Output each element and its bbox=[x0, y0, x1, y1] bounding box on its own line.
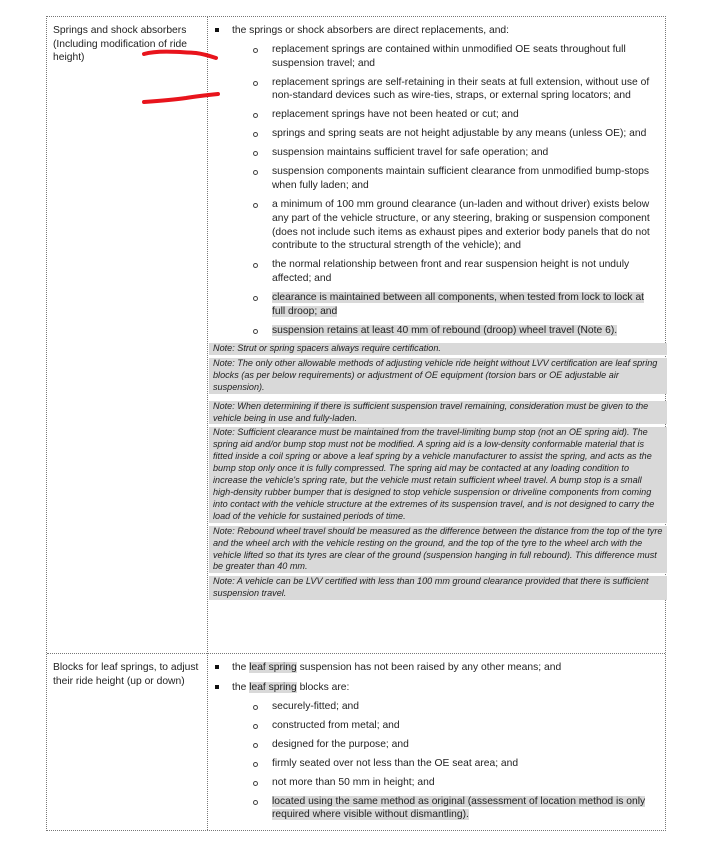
list-item bbox=[213, 24, 663, 338]
sub-item-text: springs and spring seats are not height adjustable by any means (unless OE); and bbox=[272, 128, 647, 140]
sub-item-text: replacement springs have not been heated or cut; and bbox=[272, 109, 519, 121]
sub-list-item bbox=[232, 324, 663, 338]
note: Note: The only other allowable methods of adjusting vehicle ride height without LVV certification are leaf spring blocks (as per below requirements) or adjustment of OE equipment (torsion bars or OE adjustable air suspension). bbox=[209, 358, 667, 394]
sub-item-text: not more than 50 mm in height; and bbox=[272, 776, 435, 788]
notes-block bbox=[213, 343, 663, 600]
sub-list-item bbox=[232, 719, 663, 733]
sub-item-text: replacement springs are contained within unmodified OE seats throughout full suspension travel; and bbox=[272, 43, 626, 69]
sub-item-text: located using the same method as original (assessment of location method is only required where visible without dismantling). bbox=[272, 795, 646, 821]
note: Note: Sufficient clearance must be maintained from the travel-limiting bump stop (not an OE spring aid). The spring aid and/or bump stop must not be modified. A spring aid is a low-density conformable material that is fitted inside a coil spring or above a leaf spring by a vehicle manufacturer to assist the spring, and acts as the bump stop only once it is fully compressed. The spring aid may be contacted at any loading condition to increase the vehicle's spring rate, but the vehicle must retain sufficient wheel travel. A bump stop is a small high-density rubber bumper that is designed to stop vehicle suspension or driveline components from coming into contact with the vehicle structure at the extremes of its suspension travel, and is not designed to carry the load of the vehicle for sustained periods of time. bbox=[209, 427, 667, 522]
sub-list-item bbox=[232, 757, 663, 771]
row-label-leaf-blocks: Blocks for leaf springs, to adjust their ride height (up or down) bbox=[53, 662, 199, 687]
sub-list-item bbox=[232, 165, 663, 193]
sub-list-item bbox=[232, 198, 663, 253]
sub-item-text: firmly seated over not less than the OE seat area; and bbox=[272, 757, 519, 769]
bullet-text-end: blocks are: bbox=[296, 681, 350, 693]
list-item bbox=[213, 661, 663, 675]
column-divider bbox=[207, 17, 208, 830]
note: Note: Strut or spring spacers always require certification. bbox=[209, 343, 667, 355]
sub-item-text: a minimum of 100 mm ground clearance (un-laden and without driver) exists below any part of the vehicle structure, or any steering, braking or suspension component (does not include such items as exhaust pipes and exterior body panels that do not contribute to the structural strength of the vehicle); and bbox=[272, 199, 650, 252]
sub-item-text: clearance is maintained between all components, when tested from lock to lock at full droop; and bbox=[272, 292, 645, 318]
red-pen-annotation bbox=[138, 40, 228, 110]
sub-item-text: suspension maintains sufficient travel for safe operation; and bbox=[272, 147, 549, 159]
sub-list-item bbox=[232, 258, 663, 286]
sub-item-text: suspension retains at least 40 mm of rebound (droop) wheel travel (Note 6). bbox=[272, 325, 618, 337]
note: Note: Rebound wheel travel should be measured as the difference between the distance from the top of the tyre and the wheel arch with the vehicle resting on the ground, and the top of the tyre to the wheel arch with the vehicle lifted so that its tyres are clear of the ground (suspension hanging in full rebound). This difference must be greater than 40 mm. bbox=[209, 526, 667, 574]
sub-list-item bbox=[232, 795, 663, 823]
bullet-text: the springs or shock absorbers are direct replacements, and: bbox=[232, 25, 510, 36]
row-content-leaf-blocks bbox=[213, 661, 663, 827]
sub-item-text: replacement springs are self-retaining in their seats at full extension, without use of non-standard devices such as wire-ties, straps, or external spring locators; and bbox=[272, 76, 650, 102]
sub-item-text: suspension components maintain sufficient clearance from unmodified bump-stops when fully laden; and bbox=[272, 166, 649, 192]
sub-list bbox=[232, 700, 663, 823]
sub-list-item bbox=[232, 700, 663, 714]
row-label-springs: Springs and shock absorbers (Including modification of ride height) bbox=[53, 25, 187, 63]
sub-list-item bbox=[232, 146, 663, 160]
note: Note: A vehicle can be LVV certified with less than 100 mm ground clearance provided that there is sufficient suspension travel. bbox=[209, 576, 667, 600]
sub-list-item bbox=[232, 127, 663, 141]
sub-list bbox=[232, 43, 663, 338]
bullet-text-start: the bbox=[232, 681, 250, 693]
sub-list-item bbox=[232, 738, 663, 752]
pen-stroke-1 bbox=[144, 52, 216, 58]
sub-list-item bbox=[232, 776, 663, 790]
bullet-text-start: the bbox=[232, 662, 250, 673]
sub-list-item bbox=[232, 108, 663, 122]
highlighted-term: leaf spring bbox=[249, 662, 297, 673]
row-divider bbox=[47, 653, 665, 654]
requirements-table bbox=[46, 16, 666, 831]
sub-list-item bbox=[232, 43, 663, 71]
sub-list-item bbox=[232, 291, 663, 319]
bullet-text-end: suspension has not been raised by any other means; and bbox=[296, 662, 562, 673]
list-item bbox=[213, 681, 663, 822]
sub-item-text: constructed from metal; and bbox=[272, 719, 400, 731]
sub-item-text: designed for the purpose; and bbox=[272, 738, 409, 750]
highlighted-term: leaf spring bbox=[249, 681, 297, 693]
pen-stroke-2 bbox=[144, 94, 218, 102]
sub-list-item bbox=[232, 76, 663, 104]
sub-item-text: securely-fitted; and bbox=[272, 700, 359, 712]
row-content-springs bbox=[213, 24, 663, 603]
sub-item-text: the normal relationship between front and rear suspension height is not unduly affected; and bbox=[272, 259, 630, 285]
note: Note: When determining if there is sufficient suspension travel remaining, consideration must be given to the vehicle being in use and fully-laden. bbox=[209, 401, 667, 425]
